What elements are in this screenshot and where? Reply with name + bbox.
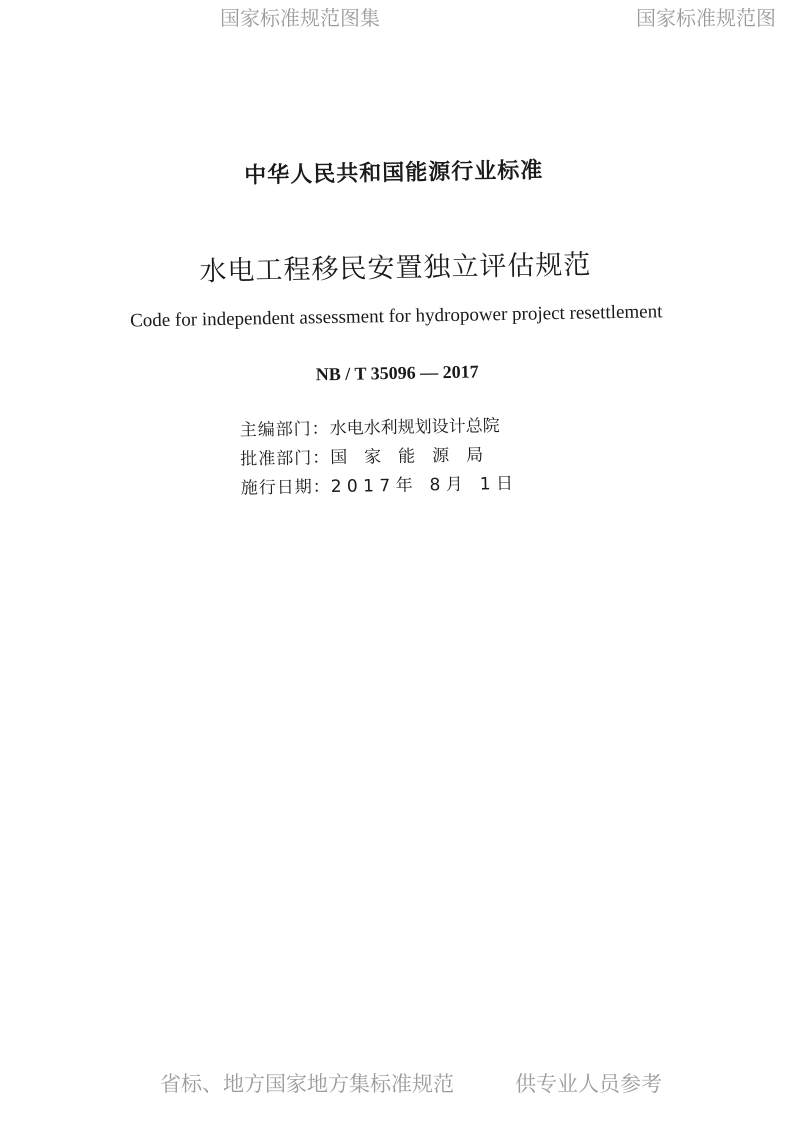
meta-value: 2 0 1 7 年 8 月 1 日 [330,473,514,498]
meta-value: 国 家 能 源 局 [330,445,484,469]
meta-label: 施行日期： [240,477,331,499]
watermark-bottom-left: 省标、地方国家地方集标准规范 [160,1072,454,1096]
watermark-top-right: 国家标准规范图 [636,6,776,30]
meta-value: 水电水利规划设计总院 [329,416,500,440]
watermark-top-left: 国家标准规范图集 [220,6,380,30]
standard-title-chinese: 水电工程移民安置独立评估规范 [199,249,592,288]
standard-code: NB / T 35096 — 2017 [315,361,479,385]
meta-label: 批准部门： [240,448,331,470]
meta-row-editor [239,412,512,446]
meta-label: 主编部门： [239,419,330,441]
issuer-heading: 中华人民共和国能源行业标准 [244,158,544,189]
standard-title-english: Code for independent assessment for hydropower project resettlement [129,301,663,332]
meta-row-approver [240,441,513,475]
meta-row-effective-date [241,470,514,504]
standard-meta [239,412,513,504]
watermark-bottom-right: 供专业人员参考 [515,1072,662,1096]
